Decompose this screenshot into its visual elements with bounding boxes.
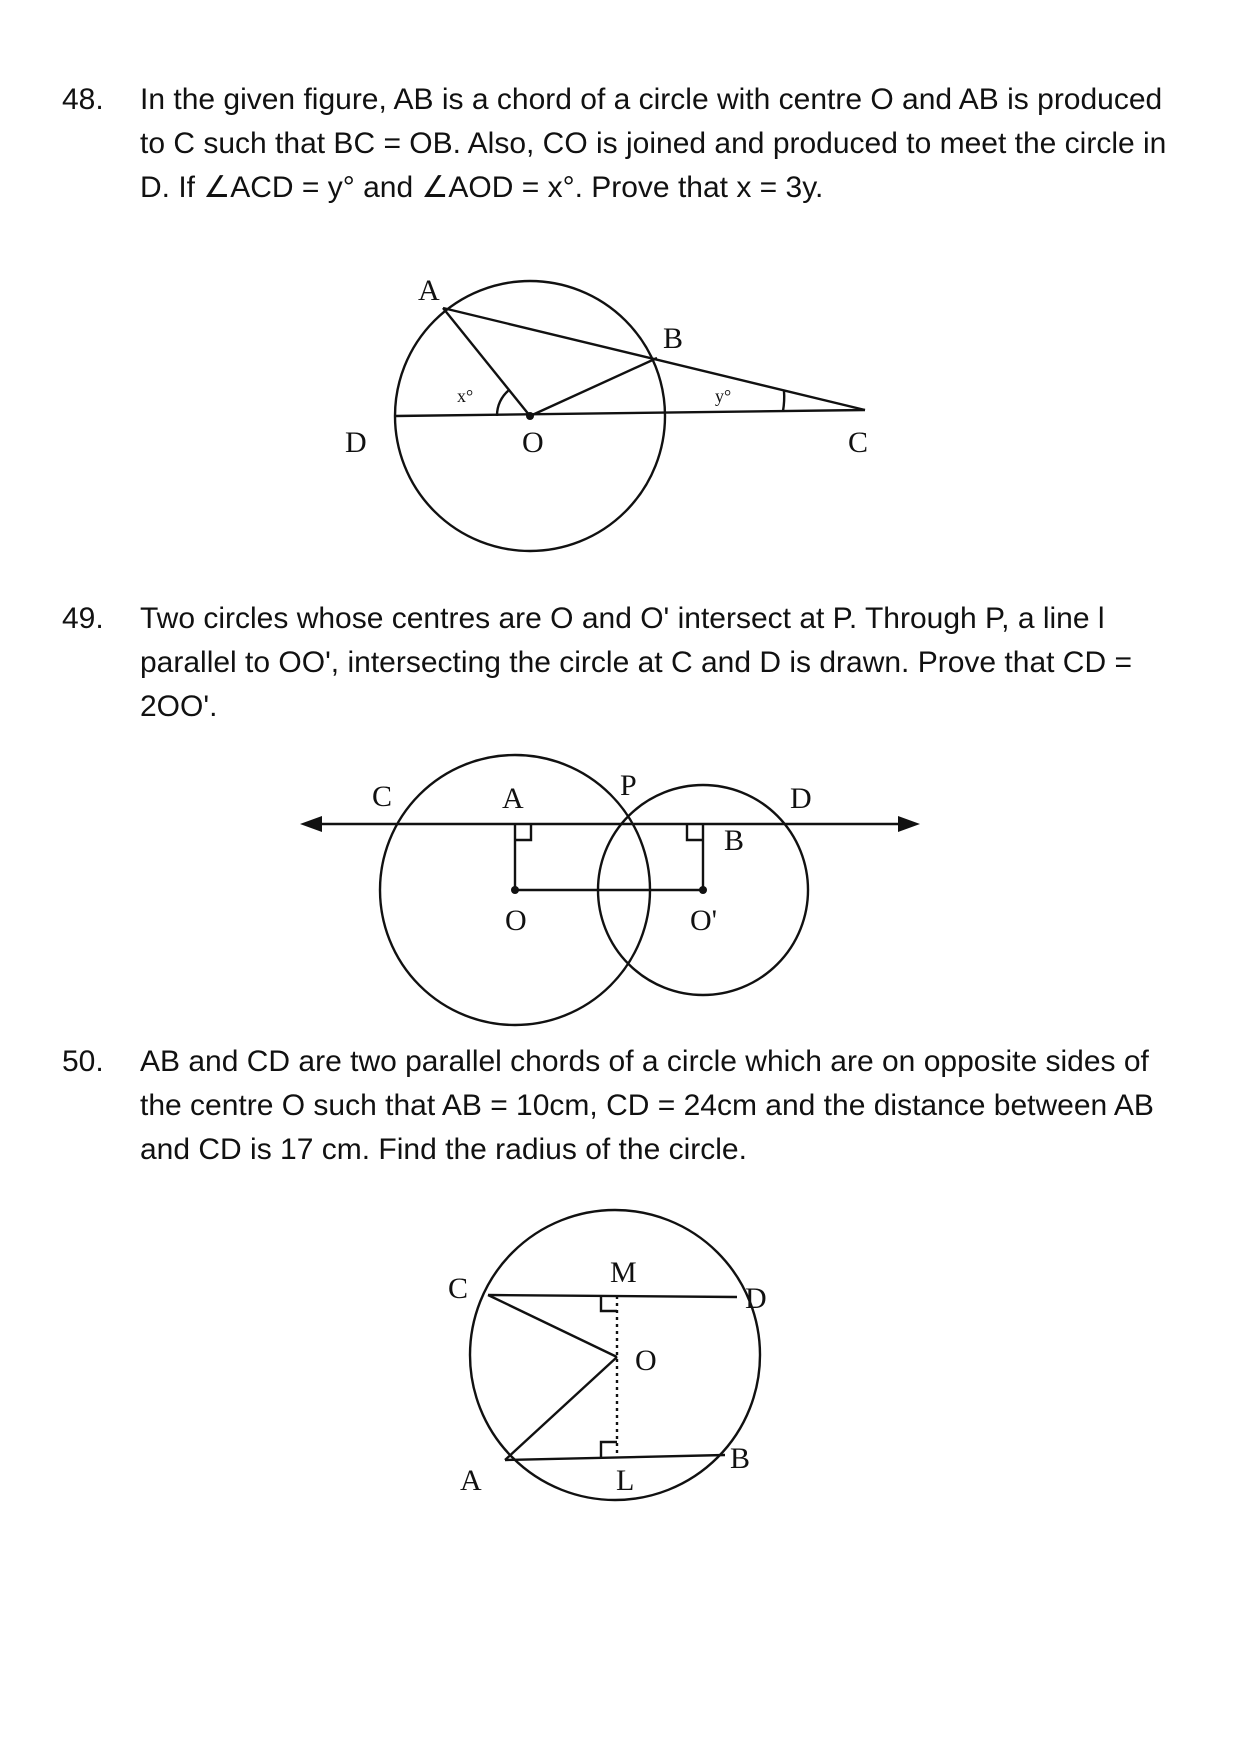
fig48-label-B: B [663,322,684,355]
question-text-50: AB and CD are two parallel chords of a circle which are on opposite sides of the centre O such that AB = 10cm, CD = 24cm and the distance between AB and CD is 17 cm. Find the radius of the circle. [140,1045,1154,1166]
figure-49-diagram [0,740,1240,1030]
fig48-label-O: O [522,426,544,459]
fig50-label-D: D [745,1282,767,1315]
fig49-label-C: C [372,780,393,813]
question-number-48: 48. [62,83,104,116]
fig49-arrow-left [300,816,322,832]
fig50-label-B: B [730,1442,751,1475]
fig50-label-O: O [635,1344,657,1377]
figure-50-diagram [0,1210,1240,1530]
fig49-label-A: A [502,782,524,815]
fig49-label-B: B [724,824,745,857]
question-number-50: 50. [62,1045,104,1078]
fig50-right-angle-M [601,1296,617,1311]
question-number-49: 49. [62,602,104,635]
fig49-point-O [511,886,519,894]
fig50-label-M: M [610,1256,637,1289]
fig48-angle-y-arc [783,391,784,411]
fig48-line-OB [530,358,657,416]
fig49-right-angle-A [515,824,531,840]
fig49-right-angle-B [687,824,703,840]
fig50-label-C: C [448,1272,469,1305]
fig50-label-A: A [460,1464,482,1497]
question-text-49: Two circles whose centres are O and O' intersect at P. Through P, a line l parallel to OO', intersecting the circle at C and D is drawn. Prove that CD = 2OO'. [140,602,1132,723]
fig50-label-L: L [616,1464,635,1497]
fig48-line-DC [395,410,865,416]
fig49-label-D: D [790,782,812,815]
fig48-label-y-angle: y° [715,386,732,406]
question-text-48: In the given figure, AB is a chord of a circle with centre O and AB is produced to C such that BC = OB. Also, CO is joined and produced to meet the circle in D. If ∠ACD = y° and ∠AOD = x°. Prove that x = 3y. [140,83,1167,204]
fig48-label-D: D [345,426,367,459]
fig49-arrow-right [898,816,920,832]
fig48-point-O [526,412,534,420]
fig49-label-P: P [620,769,637,802]
fig50-chord-AB [505,1455,725,1460]
fig50-chord-CD [488,1295,737,1297]
fig49-label-O-prime: O' [690,904,718,937]
fig50-right-angle-L [601,1442,617,1457]
fig49-label-O: O [505,904,527,937]
fig48-label-x-angle: x° [457,386,474,406]
fig49-point-O-prime [699,886,707,894]
fig48-label-C: C [848,426,869,459]
fig48-angle-x-arc [497,390,509,416]
figure-48-diagram [0,240,1240,570]
fig48-label-A: A [418,274,440,307]
fig50-line-CO [488,1295,617,1357]
